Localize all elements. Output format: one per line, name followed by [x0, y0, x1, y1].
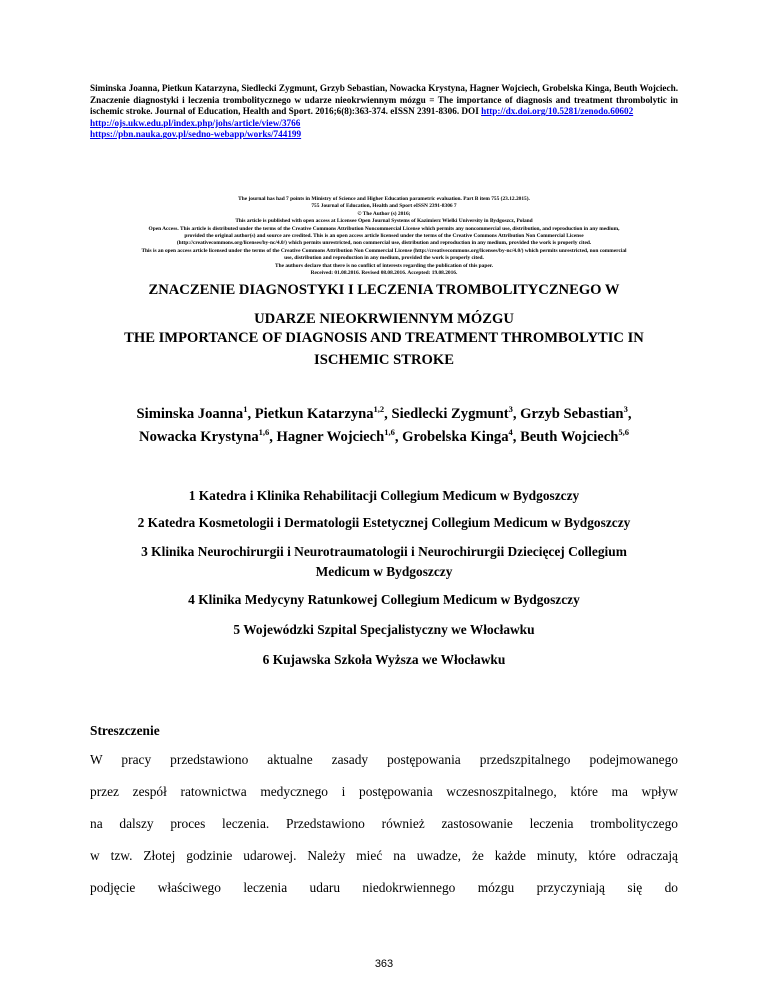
author-affiliation-mark: 1,2 [373, 404, 385, 414]
notice-line: © The Author (s) 2016; [357, 210, 411, 217]
affiliation-3 [90, 542, 678, 582]
affiliation-line: 4 Klinika Medycyny Ratunkowej Collegium Medicum w Bydgoszczy [188, 592, 580, 607]
author-separator: , [394, 429, 403, 445]
affiliation-5 [90, 620, 678, 640]
author-name: Grzyb Sebastian [520, 406, 624, 422]
citation-block [90, 83, 678, 141]
author-line [90, 426, 678, 449]
notice-line: Open Access. This article is distributed under the terms of the Creative Commons Attribution Noncommercial License which permits any noncommercial use, distribution, and reproduction in any medium, [148, 225, 620, 232]
author-affiliation-mark: 3 [508, 404, 513, 414]
affiliation-1 [90, 486, 678, 506]
abstract-body [90, 744, 678, 904]
author-affiliation-mark: 5,6 [618, 427, 629, 437]
notice-line: provided the original author(s) and source are credited. This is an open access article licensed under the terms of the Creative Commons Attribution Non Commercial License [184, 233, 584, 240]
abstract-heading: Streszczenie [90, 723, 160, 738]
author-list [90, 403, 678, 449]
affiliation-line: 1 Katedra i Klinika Rehabilitacji Collegium Medicum w Bydgoszczy [188, 488, 580, 503]
author-separator: , [269, 429, 277, 445]
affiliation-line: 5 Wojewódzki Szpital Specjalistyczny we Włocławku [233, 622, 535, 637]
abstract-line: w tzw. Złotej godzinie udarowej. Należy mieć na uwadze, że każde minuty, które odraczają [90, 848, 678, 863]
title-polish-line: ZNACZENIE DIAGNOSTYKI I LECZENIA TROMBOLITYCZNEGO W [148, 282, 620, 298]
author-affiliation-mark: 3 [623, 404, 628, 414]
author-name: Pietkun Katarzyna [254, 406, 374, 422]
author-affiliation-mark: 4 [508, 427, 513, 437]
affiliation-2 [90, 513, 678, 533]
author-name: Beuth Wojciech [520, 429, 619, 445]
page-number: 363 [374, 958, 394, 970]
author-name: Hagner Wojciech [276, 429, 385, 445]
author-separator: , [512, 429, 521, 445]
abstract-line: W pracy przedstawiono aktualne zasady postępowania przedszpitalnego podejmowanego [90, 752, 678, 767]
author-separator: , [627, 406, 632, 422]
title-english-line: THE IMPORTANCE OF DIAGNOSIS AND TREATMENT THROMBOLYTIC IN [124, 330, 644, 346]
title-english [90, 327, 678, 371]
author-name: Siedlecki Zygmunt [391, 406, 509, 422]
article-link[interactable]: http://ojs.ukw.edu.pl/index.php/johs/article/view/3766 [90, 117, 301, 128]
affiliation-6 [90, 650, 678, 670]
abstract-line: na dalszy proces leczenia. Przedstawiono również zastosowanie leczenia trombolityczego [90, 816, 678, 831]
notice-line: The authors declare that there is no conflict of interests regarding the publication of this paper. [274, 262, 494, 269]
affiliation-line: 6 Kujawska Szkoła Wyższa we Włocławku [262, 652, 506, 667]
notice-line: This is an open access article licensed under the terms of the Creative Commons Attribution Non Commercial License (http://creativecommons.org/licenses/by-nc/4.0/) which permits unrestricted, non commercial [141, 247, 627, 254]
author-separator: , [384, 406, 392, 422]
affiliation-4 [90, 590, 678, 610]
author-line [90, 403, 678, 426]
pbn-link[interactable]: https://pbn.nauka.gov.pl/sedno-webapp/works/744199 [90, 129, 302, 140]
citation-text: Siminska Joanna, Pietkun Katarzyna, Siedlecki Zygmunt, Grzyb Sebastian, Nowacka Krystyna, Hagner Wojciech, Grobelska Kinga, Beuth Wojciech. Znaczenie diagnostyki i leczenia trombolitycznego w udarze nieokrwiennym mózgu = The importance of diagnosis and treatment thrombolytic in ischemic stroke. Journal of Education, Health and Sport. 2016;6(8):363-374. eISSN 2391-8306. DOI [90, 83, 678, 117]
affiliation-line: 2 Katedra Kosmetologii i Dermatologii Estetycznej Collegium Medicum w Bydgoszczy [137, 515, 631, 530]
author-affiliation-mark: 1,6 [384, 427, 395, 437]
author-separator: , [512, 406, 521, 422]
notice-line: use, distribution and reproduction in any medium, provided the work is properly cited. [284, 255, 484, 262]
affiliation-line: Medicum w Bydgoszczy [315, 564, 453, 579]
title-english-line: ISCHEMIC STROKE [314, 352, 454, 368]
author-affiliation-mark: 1 [243, 404, 248, 414]
notice-line: The journal has had 7 points in Ministry of Science and Higher Education parametric evaluation. Part B item 755 (23.12.2015). [238, 196, 530, 202]
affiliation-line: 3 Klinika Neurochirurgii i Neurotraumatologii i Neurochirurgii Dziecięcej Collegium [141, 544, 627, 559]
notice-line: This article is published with open access at Licensee Open Journal Systems of Kazimierz Wielki University in Bydgoszcz, Poland [235, 218, 533, 225]
author-name: Nowacka Krystyna [139, 429, 259, 445]
journal-notice [70, 196, 698, 277]
abstract-line: przez zespół ratownictwa medycznego i postępowania wczesnoszpitalnego, które ma wpływ [90, 784, 678, 799]
notice-line: 755 Journal of Education, Health and Sport eISSN 2391-8306 7 [311, 203, 457, 210]
notice-line: Received: 01.08.2016. Revised 08.08.2016. Accepted: 19.08.2016. [310, 270, 458, 277]
abstract-line: podjęcie właściwego leczenia udaru niedokrwiennego mózgu przyczyniają się do [90, 880, 678, 895]
notice-line: (http://creativecommons.org/licenses/by-nc/4.0/) which permits unrestricted, non commercial use, distribution and reproduction in any medium, provided the work is properly cited. [176, 240, 592, 247]
author-separator: , [247, 406, 255, 422]
title-polish [90, 276, 678, 334]
author-affiliation-mark: 1,6 [258, 427, 270, 437]
doi-link[interactable]: http://dx.doi.org/10.5281/zenodo.60602 [481, 106, 634, 117]
author-name: Siminska Joanna [136, 406, 244, 422]
author-name: Grobelska Kinga [402, 429, 509, 445]
title-polish-line: UDARZE NIEOKRWIENNYM MÓZGU [254, 311, 514, 327]
